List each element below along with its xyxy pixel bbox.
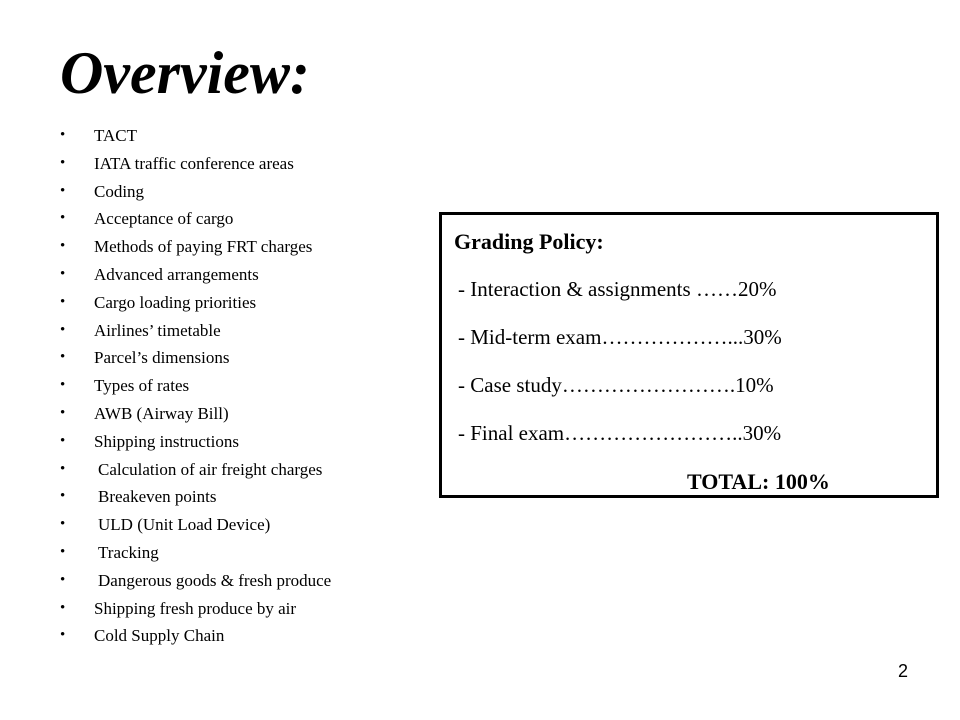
topic-label: Parcel’s dimensions <box>94 348 230 368</box>
topic-label: Shipping instructions <box>94 431 239 451</box>
list-item <box>60 205 331 233</box>
bullet-icon: • <box>60 265 66 282</box>
grading-total: TOTAL: 100% <box>687 469 830 494</box>
list-item <box>60 122 331 150</box>
bullet-icon: • <box>60 432 66 449</box>
topic-label: Cold Supply Chain <box>94 626 225 646</box>
list-item <box>60 595 331 623</box>
bullet-icon: • <box>60 627 66 644</box>
grading-line-midterm: - Mid-term exam………………...30% <box>458 325 782 349</box>
list-item <box>60 400 331 428</box>
topic-label: Methods of paying FRT charges <box>94 237 313 257</box>
page-number: 2 <box>897 661 908 681</box>
grading-policy-box <box>439 212 939 498</box>
bullet-icon: • <box>60 377 66 394</box>
bullet-icon: • <box>60 238 66 255</box>
bullet-icon: • <box>60 488 66 505</box>
list-item <box>60 233 331 261</box>
bullet-icon: • <box>60 543 66 560</box>
topic-label: Dangerous goods & fresh produce <box>98 570 332 590</box>
topic-label: TACT <box>94 126 138 145</box>
list-item <box>60 511 331 539</box>
topic-label: Coding <box>94 181 145 201</box>
list-item <box>60 483 331 511</box>
grading-line-interaction: - Interaction & assignments ……20% <box>458 277 777 301</box>
topic-label: ULD (Unit Load Device) <box>98 515 271 535</box>
bullet-icon: • <box>60 210 66 227</box>
bullet-icon: • <box>60 516 66 533</box>
bullet-icon: • <box>60 321 66 338</box>
grading-policy-title: Grading Policy: <box>454 229 604 254</box>
list-item <box>60 456 331 484</box>
bullet-icon: • <box>60 460 66 477</box>
topic-list <box>60 122 331 650</box>
topic-label: Acceptance of cargo <box>94 209 234 229</box>
bullet-icon: • <box>60 182 66 199</box>
grading-line-case-study: - Case study…………………….10% <box>458 373 774 397</box>
list-item <box>60 317 331 345</box>
topic-label: Cargo loading priorities <box>94 292 257 312</box>
list-item <box>60 539 331 567</box>
topic-label: IATA traffic conference areas <box>94 153 294 173</box>
topic-label: Tracking <box>98 542 159 562</box>
list-item <box>60 567 331 595</box>
list-item <box>60 344 331 372</box>
bullet-icon: • <box>60 571 66 588</box>
topic-label: Shipping fresh produce by air <box>94 598 297 618</box>
list-item <box>60 289 331 317</box>
bullet-icon: • <box>60 293 66 310</box>
bullet-icon: • <box>60 349 66 366</box>
slide-title: Overview: <box>60 40 310 106</box>
topic-label: Airlines’ timetable <box>94 320 221 340</box>
bullet-icon: • <box>60 599 66 616</box>
list-item <box>60 372 331 400</box>
grading-line-final: - Final exam……………………..30% <box>458 421 782 445</box>
list-item <box>60 261 331 289</box>
topic-label: AWB (Airway Bill) <box>94 403 229 423</box>
topic-label: Advanced arrangements <box>94 264 259 284</box>
list-item <box>60 178 331 206</box>
list-item <box>60 622 331 650</box>
bullet-icon: • <box>60 154 66 171</box>
list-item <box>60 428 331 456</box>
bullet-icon: • <box>60 404 66 421</box>
list-item <box>60 150 331 178</box>
topic-label: Breakeven points <box>98 487 217 507</box>
topic-label: Types of rates <box>94 376 190 396</box>
bullet-icon: • <box>60 127 66 143</box>
topic-label: Calculation of air freight charges <box>98 459 323 479</box>
